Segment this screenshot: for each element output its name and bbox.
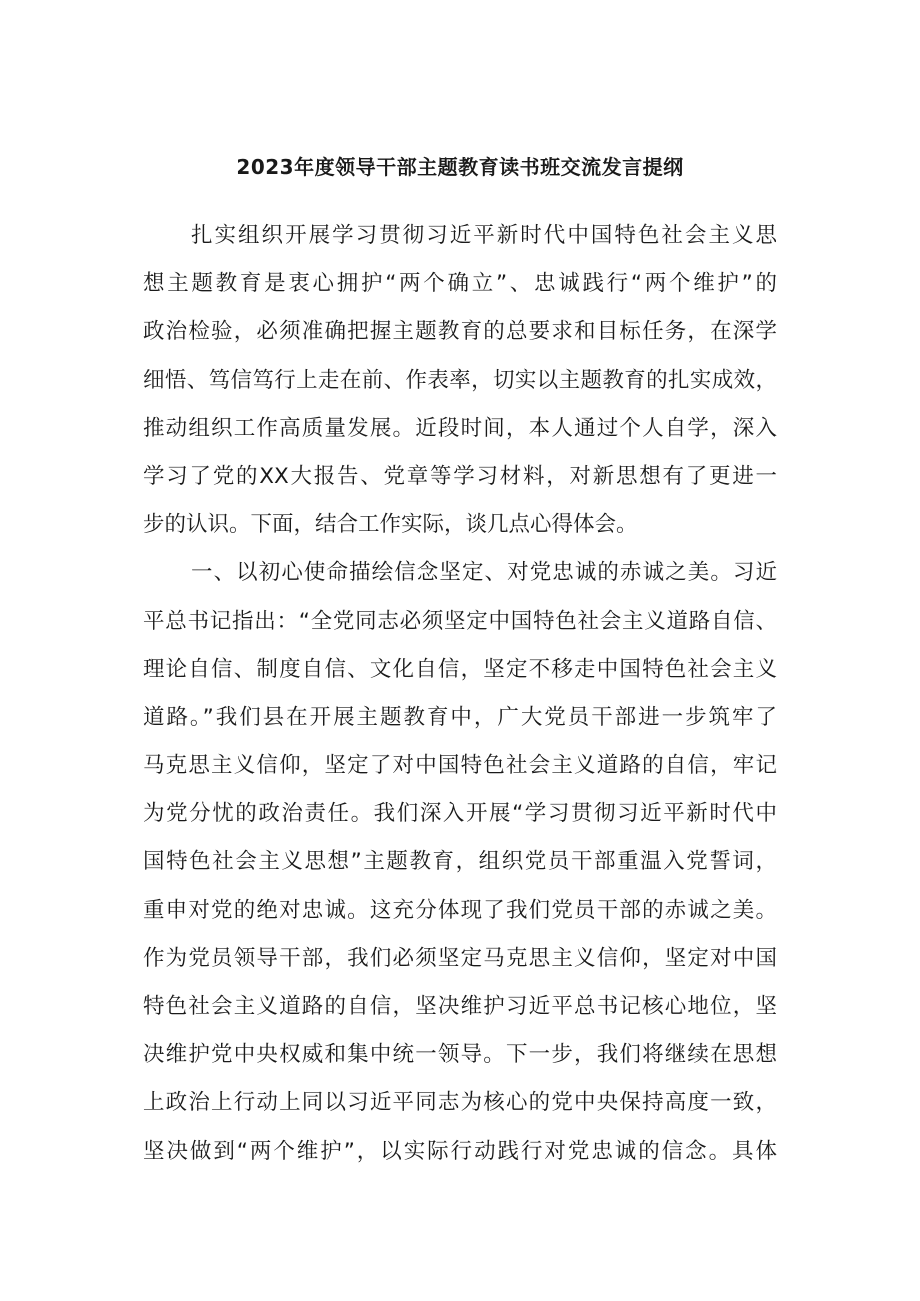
paragraph-line: 细悟、笃信笃行上走在前、作表率，切实以主题教育的扎实成效，: [143, 367, 777, 393]
paragraph-line: 理论自信、制度自信、文化自信，坚定不移走中国特色社会主义: [143, 656, 777, 682]
paragraph-line: 政治检验，必须准确把握主题教育的总要求和目标任务，在深学: [143, 319, 777, 345]
paragraph-line: 上政治上行动上同以习近平同志为核心的党中央保持高度一致，: [143, 1090, 777, 1116]
paragraph-line: 平总书记指出：“全党同志必须坚定中国特色社会主义道路自信、: [143, 608, 777, 634]
paragraph-line: 马克思主义信仰，坚定了对中国特色社会主义道路的自信，牢记: [143, 753, 777, 779]
paragraph-line: 重申对党的绝对忠诚。这充分体现了我们党员干部的赤诚之美。: [143, 897, 777, 923]
document-title: 2023年度领导干部主题教育读书班交流发言提纲: [236, 155, 684, 179]
paragraph-line: 坚决做到“两个维护”，以实际行动践行对党忠诚的信念。具体: [143, 1138, 777, 1164]
paragraph-line: 国特色社会主义思想”主题教育，组织党员干部重温入党誓词，: [143, 849, 777, 875]
paragraph-line: 扎实组织开展学习贯彻习近平新时代中国特色社会主义思: [191, 223, 777, 248]
paragraph-line: 为党分忧的政治责任。我们深入开展“学习贯彻习近平新时代中: [143, 801, 777, 827]
document-body: [143, 212, 777, 1176]
paragraph-line: 作为党员领导干部，我们必须坚定马克思主义信仰，坚定对中国: [143, 945, 777, 971]
paragraph-line: 想主题教育是衷心拥护“两个确立”、忠诚践行“两个维护”的: [143, 271, 777, 297]
paragraph-line: 特色社会主义道路的自信，坚决维护习近平总书记核心地位，坚: [143, 994, 777, 1019]
paragraph-line: 步的认识。下面，结合工作实际，谈几点心得体会。: [143, 512, 638, 538]
paragraph-line: 学习了党的XX大报告、党章等学习材料，对新思想有了更进一: [143, 463, 777, 489]
paragraph-intro: [143, 212, 777, 549]
paragraph-line: 决维护党中央权威和集中统一领导。下一步，我们将继续在思想: [143, 1042, 777, 1068]
paragraph-line: 一、以初心使命描绘信念坚定、对党忠诚的赤诚之美。习近: [191, 560, 777, 586]
paragraph-line: 道路。”我们县在开展主题教育中，广大党员干部进一步筑牢了: [143, 704, 777, 730]
paragraph-section-one: [143, 549, 777, 1175]
paragraph-line: 推动组织工作高质量发展。近段时间，本人通过个人自学，深入: [143, 415, 777, 441]
